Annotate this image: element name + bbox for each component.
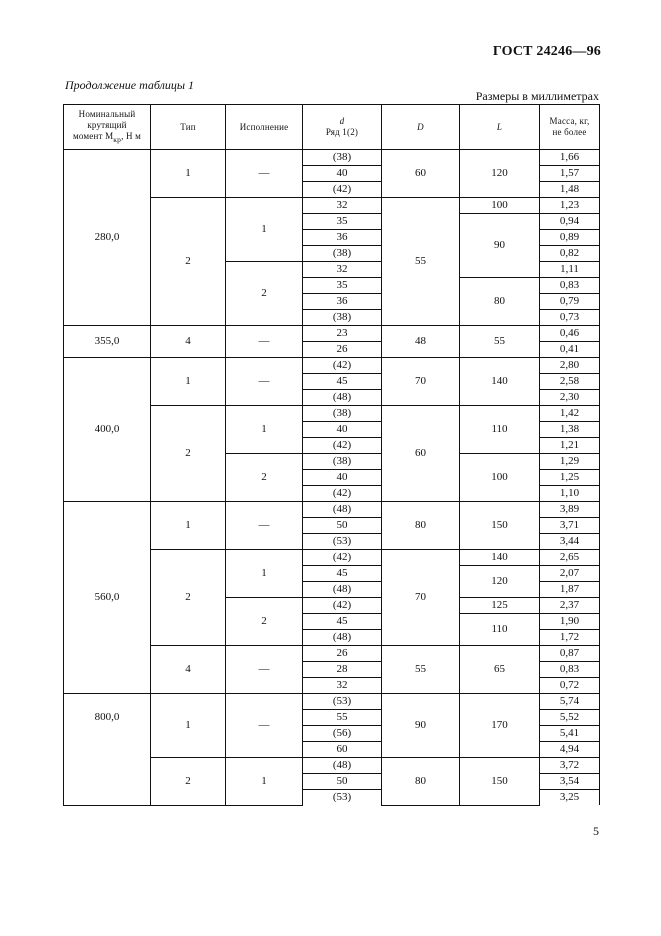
mass-cell: 3,72 xyxy=(540,758,600,774)
page-number: 5 xyxy=(593,824,599,838)
header-d: d Ряд 1(2) xyxy=(303,105,382,150)
d-cell: 40 xyxy=(303,470,382,486)
mass-cell: 2,58 xyxy=(540,374,600,390)
units-note: Размеры в миллиметрах xyxy=(475,89,599,103)
L-cell: 150 xyxy=(460,502,540,550)
d-cell: 35 xyxy=(303,214,382,230)
torque-cell: 355,0 xyxy=(64,326,151,358)
d-cell: 50 xyxy=(303,518,382,534)
mass-cell: 1,90 xyxy=(540,614,600,630)
mass-cell: 1,48 xyxy=(540,182,600,198)
d-cell: (42) xyxy=(303,182,382,198)
L-cell: 90 xyxy=(460,214,540,278)
dimensions-table xyxy=(63,104,600,806)
version-cell: 1 xyxy=(226,550,303,598)
mass-cell: 2,37 xyxy=(540,598,600,614)
version-cell: 2 xyxy=(226,598,303,646)
version-cell: 1 xyxy=(226,406,303,454)
d-cell: 45 xyxy=(303,614,382,630)
d-cell: 45 xyxy=(303,566,382,582)
d-cell: (48) xyxy=(303,390,382,406)
mass-cell: 2,07 xyxy=(540,566,600,582)
type-cell: 2 xyxy=(151,550,226,646)
mass-cell: 3,71 xyxy=(540,518,600,534)
mass-cell: 0,73 xyxy=(540,310,600,326)
D-cell: 55 xyxy=(382,198,460,326)
mass-cell: 3,44 xyxy=(540,534,600,550)
d-cell: (48) xyxy=(303,582,382,598)
mass-cell: 5,52 xyxy=(540,710,600,726)
version-cell: 1 xyxy=(226,198,303,262)
L-cell: 100 xyxy=(460,454,540,502)
L-cell: 120 xyxy=(460,150,540,198)
d-cell: (53) xyxy=(303,790,382,806)
mass-cell: 0,79 xyxy=(540,294,600,310)
d-cell: 32 xyxy=(303,262,382,278)
mass-cell: 0,89 xyxy=(540,230,600,246)
version-cell: 2 xyxy=(226,262,303,326)
D-cell: 70 xyxy=(382,550,460,646)
d-cell: 36 xyxy=(303,230,382,246)
d-cell: 55 xyxy=(303,710,382,726)
mass-cell: 0,83 xyxy=(540,662,600,678)
d-cell: 60 xyxy=(303,742,382,758)
mass-cell: 3,54 xyxy=(540,774,600,790)
L-cell: 125 xyxy=(460,598,540,614)
D-cell: 60 xyxy=(382,150,460,198)
header-D: D xyxy=(382,105,460,150)
standard-number: ГОСТ 24246—96 xyxy=(492,44,601,59)
type-cell: 4 xyxy=(151,646,226,694)
mass-cell: 0,83 xyxy=(540,278,600,294)
L-cell: 55 xyxy=(460,326,540,358)
L-cell: 100 xyxy=(460,198,540,214)
header-type: Тип xyxy=(151,105,226,150)
table-header-row xyxy=(64,105,600,150)
d-cell: (38) xyxy=(303,406,382,422)
type-cell: 1 xyxy=(151,150,226,198)
mass-cell: 0,46 xyxy=(540,326,600,342)
version-cell: — xyxy=(226,326,303,358)
type-cell: 2 xyxy=(151,406,226,502)
d-cell: 50 xyxy=(303,774,382,790)
L-cell: 170 xyxy=(460,694,540,758)
L-cell: 65 xyxy=(460,646,540,694)
table-row xyxy=(64,326,600,342)
torque-cell: 280,0 xyxy=(64,150,151,326)
d-cell: 35 xyxy=(303,278,382,294)
mass-cell: 5,74 xyxy=(540,694,600,710)
d-cell: (48) xyxy=(303,502,382,518)
type-cell: 4 xyxy=(151,326,226,358)
L-cell: 140 xyxy=(460,358,540,406)
d-cell: (53) xyxy=(303,694,382,710)
L-cell: 140 xyxy=(460,550,540,566)
d-cell: (42) xyxy=(303,486,382,502)
type-cell: 1 xyxy=(151,502,226,550)
version-cell: 2 xyxy=(226,454,303,502)
d-cell: (42) xyxy=(303,598,382,614)
table-row xyxy=(64,150,600,166)
mass-cell: 1,72 xyxy=(540,630,600,646)
d-cell: 36 xyxy=(303,294,382,310)
mass-cell: 3,25 xyxy=(540,790,600,806)
version-cell: 1 xyxy=(226,758,303,806)
header-torque: Номинальный крутящий момент $M_{кр}$, Н м xyxy=(64,105,151,150)
version-cell: — xyxy=(226,358,303,406)
header-L: L xyxy=(460,105,540,150)
L-cell: 120 xyxy=(460,566,540,598)
mass-cell: 1,57 xyxy=(540,166,600,182)
d-cell: 32 xyxy=(303,678,382,694)
L-cell: 150 xyxy=(460,758,540,806)
mass-cell: 4,94 xyxy=(540,742,600,758)
mass-cell: 5,41 xyxy=(540,726,600,742)
mass-cell: 1,10 xyxy=(540,486,600,502)
L-cell: 110 xyxy=(460,406,540,454)
header-mass: Масса, кг, не более xyxy=(540,105,600,150)
d-cell: 28 xyxy=(303,662,382,678)
mass-cell: 1,21 xyxy=(540,438,600,454)
mass-cell: 1,23 xyxy=(540,198,600,214)
d-cell: 40 xyxy=(303,422,382,438)
header-version: Исполнение xyxy=(226,105,303,150)
mass-cell: 2,80 xyxy=(540,358,600,374)
table-row xyxy=(64,694,600,710)
d-cell: 26 xyxy=(303,342,382,358)
D-cell: 80 xyxy=(382,758,460,806)
mass-cell: 1,25 xyxy=(540,470,600,486)
D-cell: 48 xyxy=(382,326,460,358)
type-cell: 1 xyxy=(151,694,226,758)
L-cell: 110 xyxy=(460,614,540,646)
d-cell: 45 xyxy=(303,374,382,390)
mass-cell: 1,29 xyxy=(540,454,600,470)
version-cell: — xyxy=(226,646,303,694)
version-cell: — xyxy=(226,694,303,758)
torque-cell: 560,0 xyxy=(64,502,151,694)
D-cell: 90 xyxy=(382,694,460,758)
d-cell: (38) xyxy=(303,150,382,166)
d-cell: (38) xyxy=(303,246,382,262)
mass-cell: 0,82 xyxy=(540,246,600,262)
mass-cell: 1,42 xyxy=(540,406,600,422)
mass-cell: 0,41 xyxy=(540,342,600,358)
version-cell: — xyxy=(226,150,303,198)
type-cell: 2 xyxy=(151,758,226,806)
torque-cell: 800,0 xyxy=(64,694,151,806)
torque-cell: 400,0 xyxy=(64,358,151,502)
D-cell: 80 xyxy=(382,502,460,550)
d-cell: (48) xyxy=(303,630,382,646)
d-cell: (38) xyxy=(303,454,382,470)
mass-cell: 2,30 xyxy=(540,390,600,406)
type-cell: 2 xyxy=(151,198,226,326)
mass-cell: 1,11 xyxy=(540,262,600,278)
d-cell: (53) xyxy=(303,534,382,550)
version-cell: — xyxy=(226,502,303,550)
d-cell: (56) xyxy=(303,726,382,742)
mass-cell: 0,72 xyxy=(540,678,600,694)
table-continuation-caption: Продолжение таблицы 1 xyxy=(65,78,195,92)
mass-cell: 1,38 xyxy=(540,422,600,438)
mass-cell: 3,89 xyxy=(540,502,600,518)
mass-cell: 0,87 xyxy=(540,646,600,662)
table-row xyxy=(64,502,600,518)
d-cell: (38) xyxy=(303,310,382,326)
d-cell: 23 xyxy=(303,326,382,342)
D-cell: 70 xyxy=(382,358,460,406)
L-cell: 80 xyxy=(460,278,540,326)
mass-cell: 2,65 xyxy=(540,550,600,566)
d-cell: (42) xyxy=(303,358,382,374)
type-cell: 1 xyxy=(151,358,226,406)
mass-cell: 0,94 xyxy=(540,214,600,230)
D-cell: 60 xyxy=(382,406,460,502)
d-cell: (48) xyxy=(303,758,382,774)
d-cell: (42) xyxy=(303,438,382,454)
table-row xyxy=(64,358,600,374)
d-cell: (42) xyxy=(303,550,382,566)
mass-cell: 1,66 xyxy=(540,150,600,166)
D-cell: 55 xyxy=(382,646,460,694)
d-cell: 32 xyxy=(303,198,382,214)
mass-cell: 1,87 xyxy=(540,582,600,598)
d-cell: 26 xyxy=(303,646,382,662)
d-cell: 40 xyxy=(303,166,382,182)
